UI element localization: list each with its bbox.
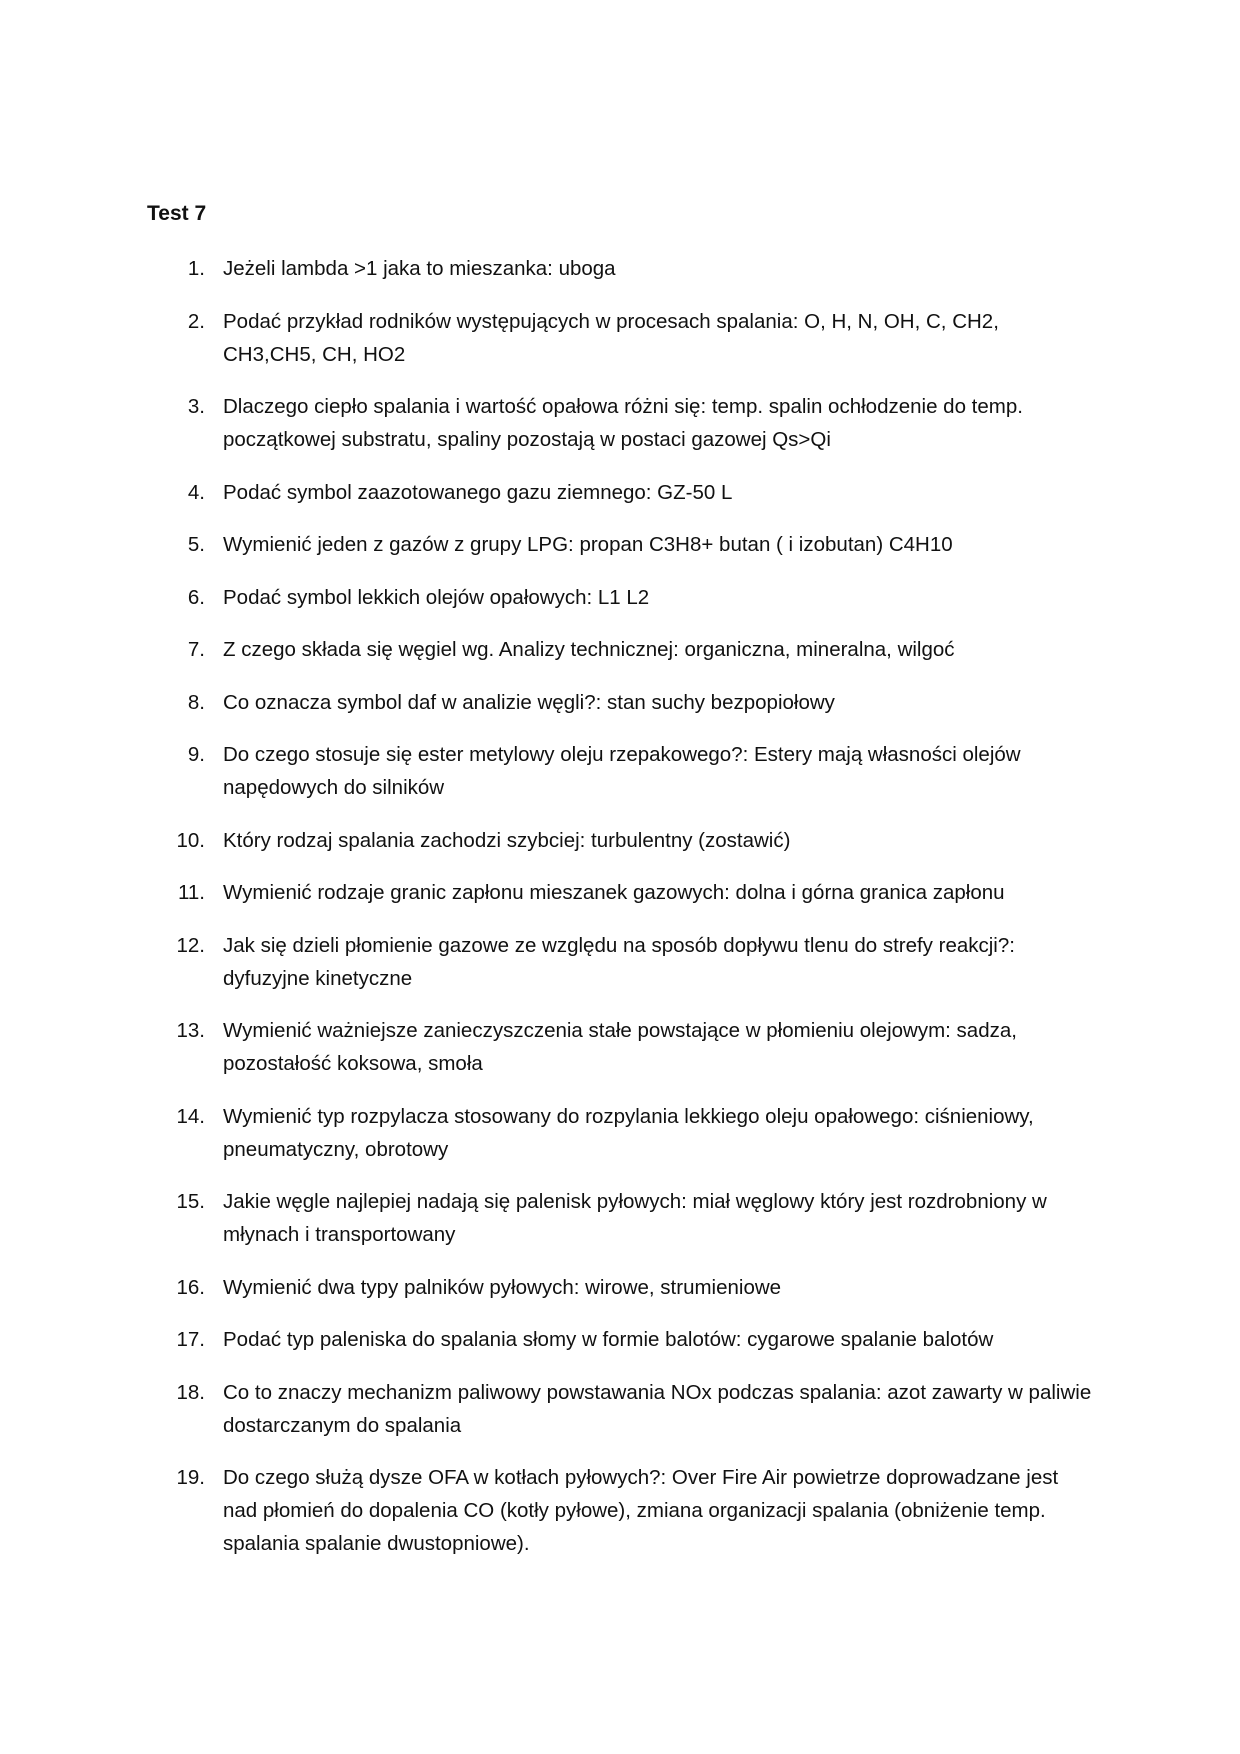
item-number: 5. bbox=[187, 533, 205, 556]
list-item bbox=[0, 305, 1240, 371]
item-text: Co to znaczy mechanizm paliwowy powstawania NOx podczas spalania: azot zawarty w paliwie dostarczanym do spalania bbox=[223, 1380, 1092, 1437]
list-item bbox=[0, 476, 1240, 509]
item-text: Podać symbol lekkich olejów opałowych: L1 L2 bbox=[223, 585, 650, 609]
item-number: 18. bbox=[176, 1380, 205, 1404]
item-number: 2. bbox=[187, 309, 205, 333]
item-text: Dlaczego ciepło spalania i wartość opałowa różni się: temp. spalin ochłodzenie do temp. początkowej substratu, spaliny pozostają w postaci gazowej Qs>Qi bbox=[223, 395, 1023, 451]
list-item bbox=[0, 1323, 1240, 1356]
item-number: 16. bbox=[176, 1275, 205, 1299]
list-item bbox=[0, 824, 1240, 857]
item-number: 19. bbox=[176, 1466, 205, 1489]
list-item bbox=[0, 738, 1240, 804]
item-number: 11. bbox=[178, 881, 205, 904]
item-number: 15. bbox=[176, 1190, 205, 1213]
item-number: 10. bbox=[176, 828, 205, 852]
item-text: Podać symbol zaazotowanego gazu ziemnego: GZ-50 L bbox=[223, 480, 733, 504]
item-text: Który rodzaj spalania zachodzi szybciej: turbulentny (zostawić) bbox=[223, 828, 791, 852]
item-text: Do czego stosuje się ester metylowy oleju rzepakowego?: Estery mają własności olejów napędowych do silników bbox=[223, 743, 1021, 799]
list-item bbox=[0, 1100, 1240, 1166]
item-text: Wymienić ważniejsze zanieczyszczenia stałe powstające w płomieniu olejowym: sadza, pozostałość koksowa, smoła bbox=[223, 1019, 1017, 1075]
item-number: 3. bbox=[187, 395, 205, 418]
item-text: Wymienić dwa typy palników pyłowych: wirowe, strumieniowe bbox=[223, 1275, 782, 1299]
document-title: Test 7 bbox=[147, 202, 207, 225]
item-text: Wymienić typ rozpylacza stosowany do rozpylania lekkiego oleju opałowego: ciśnieniowy, pneumatyczny, obrotowy bbox=[223, 1104, 1034, 1161]
list-item bbox=[0, 581, 1240, 614]
list-item bbox=[0, 1461, 1240, 1560]
item-text: Podać przykład rodników występujących w procesach spalania: O, H, N, OH, C, CH2, CH3,CH5, CH, HO2 bbox=[223, 309, 999, 366]
item-number: 9. bbox=[187, 743, 205, 766]
list-item bbox=[0, 1271, 1240, 1304]
list-item bbox=[0, 633, 1240, 666]
item-text: Z czego składa się węgiel wg. Analizy technicznej: organiczna, mineralna, wilgoć bbox=[223, 638, 955, 661]
item-number: 13. bbox=[176, 1019, 205, 1042]
item-number: 8. bbox=[187, 690, 205, 714]
item-text: Do czego służą dysze OFA w kotłach pyłowych?: Over Fire Air powietrze doprowadzane jest nad płomień do dopalenia CO (kotły pyłowe), zmiana organizacji spalania (obniżenie temp. spalania spalanie dwustopniowe). bbox=[223, 1466, 1059, 1555]
list-item bbox=[0, 1014, 1240, 1080]
list-item bbox=[0, 686, 1240, 719]
item-text: Podać typ paleniska do spalania słomy w formie balotów: cygarowe spalanie balotów bbox=[223, 1328, 994, 1351]
item-number: 17. bbox=[176, 1328, 205, 1351]
item-text: Jeżeli lambda >1 jaka to mieszanka: uboga bbox=[223, 257, 616, 280]
list-item bbox=[0, 390, 1240, 456]
item-number: 14. bbox=[176, 1104, 205, 1128]
list-item bbox=[0, 1185, 1240, 1251]
question-list bbox=[0, 252, 1240, 1580]
list-item bbox=[0, 876, 1240, 909]
item-text: Co oznacza symbol daf w analizie węgli?: stan suchy bezpopiołowy bbox=[223, 690, 835, 714]
item-number: 12. bbox=[176, 933, 205, 957]
item-text: Wymienić rodzaje granic zapłonu mieszanek gazowych: dolna i górna granica zapłonu bbox=[223, 881, 1005, 904]
item-number: 1. bbox=[187, 257, 205, 280]
list-item bbox=[0, 528, 1240, 561]
item-number: 6. bbox=[187, 585, 205, 609]
list-item bbox=[0, 929, 1240, 995]
item-text: Wymienić jeden z gazów z grupy LPG: propan C3H8+ butan ( i izobutan) C4H10 bbox=[223, 533, 953, 556]
list-item bbox=[0, 252, 1240, 285]
list-item bbox=[0, 1376, 1240, 1442]
item-text: Jakie węgle najlepiej nadają się palenisk pyłowych: miał węglowy który jest rozdrobniony w młynach i transportowany bbox=[223, 1190, 1047, 1246]
item-text: Jak się dzieli płomienie gazowe ze względu na sposób dopływu tlenu do strefy reakcji?: dyfuzyjne kinetyczne bbox=[223, 933, 1015, 990]
item-number: 7. bbox=[187, 638, 205, 661]
item-number: 4. bbox=[187, 480, 205, 504]
